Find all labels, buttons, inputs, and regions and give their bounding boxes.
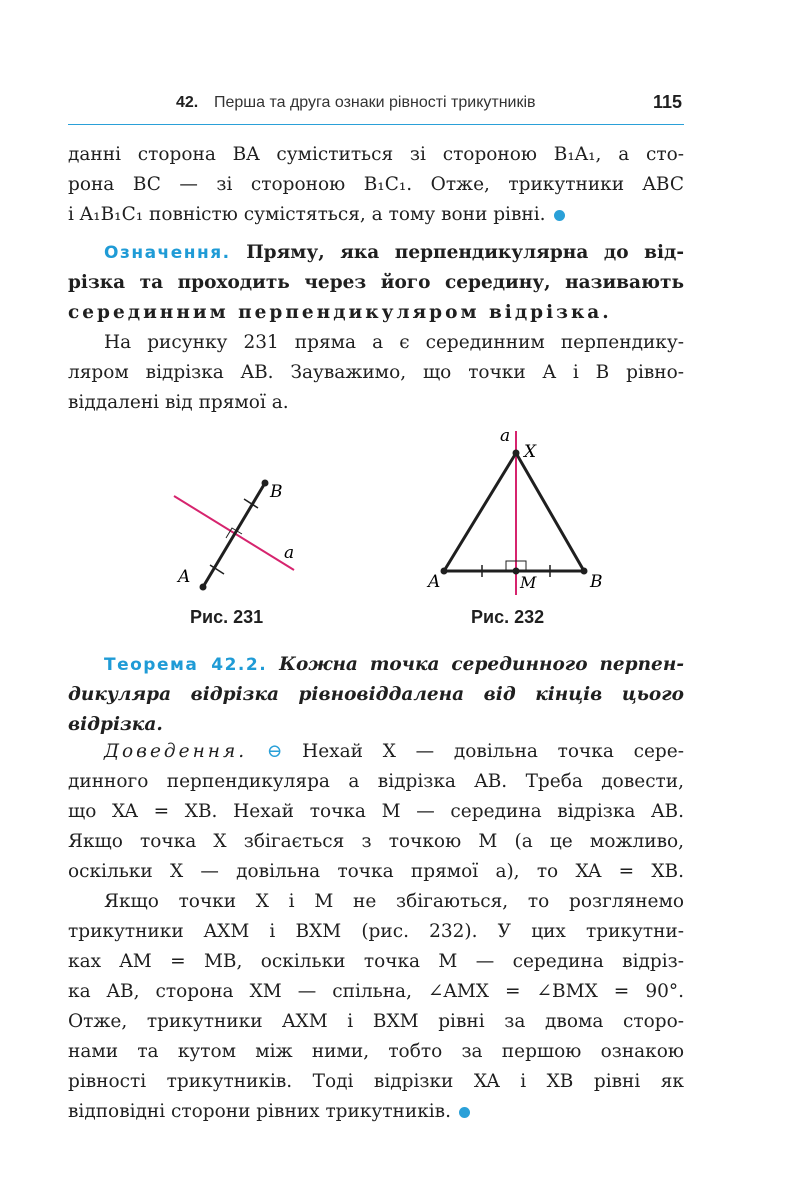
text-line (68, 737, 684, 767)
point-a (441, 568, 448, 575)
point-b (581, 568, 588, 575)
text-line: Якщо точки X і M не збігаються, то розглянемо (104, 891, 684, 912)
text-line: і A₁B₁C₁ повністю сумістяться, а тому вони рівні. (68, 204, 546, 225)
text-line: На рисунку 231 пряма a є серединним перпендику- (104, 332, 684, 353)
paragraph-proof-continued (68, 887, 684, 1127)
proof-term: Доведення. (104, 741, 248, 762)
text-line (68, 238, 684, 268)
text-line: серединним перпендикуляром відрізка. (68, 302, 612, 323)
proof-block (68, 737, 684, 887)
proof-text: Нехай X — довільна точка сере- (302, 741, 684, 762)
label-a: A (428, 572, 441, 592)
text-line: Отже, трикутники AXM і BXM рівні за двома сторо- (68, 1011, 684, 1032)
point-a (200, 584, 207, 591)
text-line: віддалені від прямої a. (68, 392, 289, 413)
label-x: X (524, 442, 537, 462)
proof-start-marker-icon: ⊖ (266, 741, 283, 762)
label-b: B (590, 572, 603, 592)
text-line-with-end-marker (68, 200, 684, 230)
text-line (68, 650, 684, 680)
text-line: ках AM = MB, оскільки точка M — середина відріз- (68, 951, 684, 972)
text-line: нами та кутом між ними, тобто за першою ознакою (68, 1041, 684, 1062)
text-line: різка та проходить через його середину, називають (68, 272, 684, 293)
definition-term: Означення. (104, 243, 231, 263)
proof-end-marker-icon (554, 210, 565, 221)
text-line-with-end-marker (68, 1097, 684, 1127)
figure-231-caption: Рис. 231 (190, 607, 264, 627)
paragraph-proof-end (68, 140, 684, 230)
label-m: M (520, 573, 537, 592)
text-line: трикутники AXM і BXM (рис. 232). У цих трикутни- (68, 921, 684, 942)
label-b: B (270, 482, 283, 502)
text-line: динного перпендикуляра a відрізка AB. Треба довести, (68, 771, 684, 792)
text-line: дикуляра відрізка рівновіддалена від кінців цього (68, 684, 684, 705)
page-number: 115 (652, 92, 682, 112)
text-line: відповідні сторони рівних трикутників. (68, 1101, 451, 1122)
theorem-text: Кожна точка серединного перпен- (279, 654, 684, 675)
text-line: що XA = XB. Нехай точка M — середина відрізка AB. (68, 801, 684, 822)
theorem-block (68, 650, 684, 740)
text-line: оскільки X — довільна точка прямої a), то XA = XB. (68, 861, 684, 882)
figure-232-caption: Рис. 232 (471, 607, 545, 627)
figure-232 (420, 425, 610, 605)
text-line: ляром відрізка AB. Зауважимо, що точки A і B рівно- (68, 362, 684, 383)
section-number: 42. (176, 94, 199, 111)
proof-end-marker-icon (459, 1107, 470, 1118)
definition-text: Пряму, яка перпендикулярна до від- (246, 242, 684, 263)
text-line: рона BC — зі стороною B₁C₁. Отже, трикутники ABC (68, 174, 684, 195)
label-line-a: a (284, 543, 295, 563)
section-title: Перша та друга ознаки рівності трикутників (214, 94, 536, 111)
paragraph-fig-reference (68, 328, 684, 418)
label-line-a: a (500, 426, 511, 446)
text-line: Якщо точка X збігається з точкою M (а це можливо, (68, 831, 684, 852)
page-header (68, 88, 684, 125)
text-line: відрізка. (68, 714, 163, 735)
theorem-term: Теорема 42.2. (104, 655, 268, 675)
point-m (513, 568, 520, 575)
segment-ab (203, 483, 265, 587)
figure-231 (160, 470, 320, 600)
text-line: ка AB, сторона XM — спільна, ∠AMX = ∠BMX = 90°. (68, 981, 684, 1002)
definition-block (68, 238, 684, 328)
text-line: рівності трикутників. Тоді відрізки XA і XB рівні як (68, 1071, 684, 1092)
triangle-axb (444, 453, 584, 571)
text-line: данні сторона BA суміститься зі стороною B₁A₁, а сто- (68, 144, 684, 165)
point-b (262, 480, 269, 487)
label-a: A (178, 567, 191, 587)
point-x (513, 450, 520, 457)
